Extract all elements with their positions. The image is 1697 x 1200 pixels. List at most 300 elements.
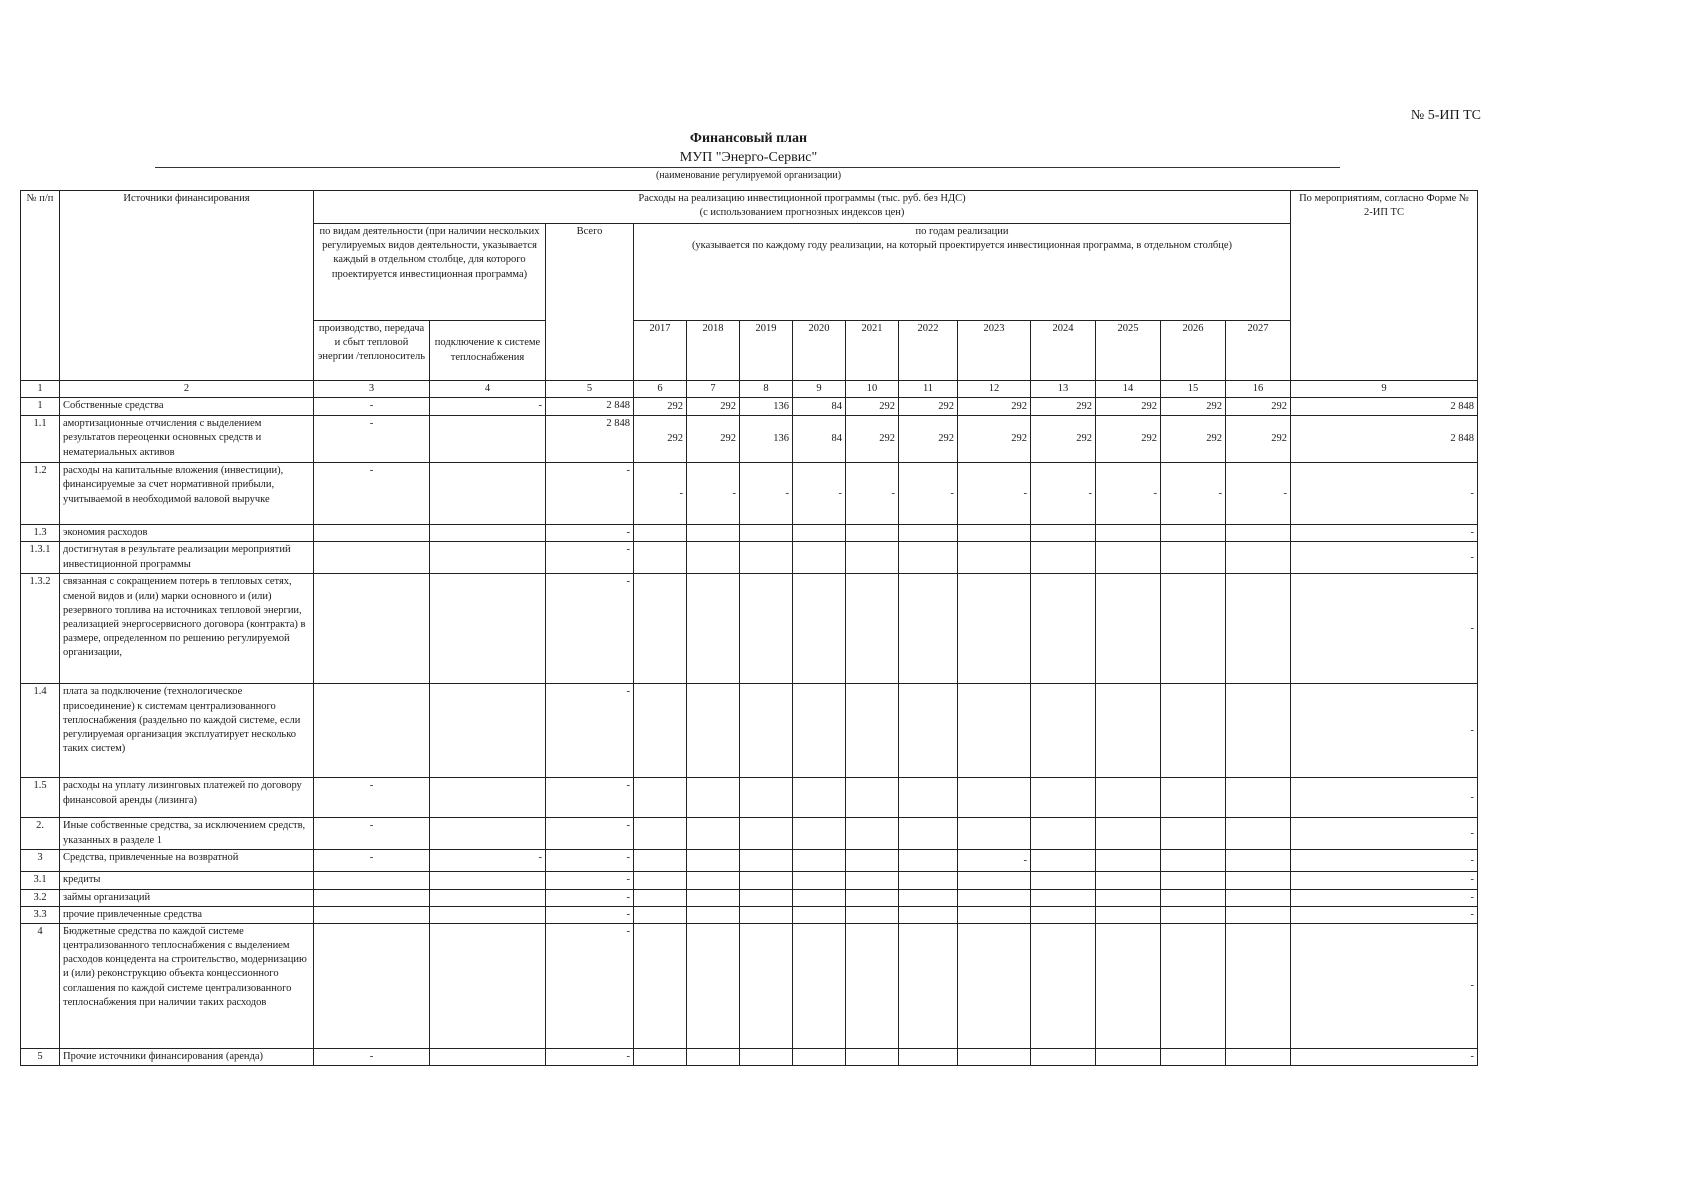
table-row xyxy=(21,416,1478,463)
cell-year-value xyxy=(634,778,687,818)
header-production: производство, передача и сбыт тепловой энергии /теплоноситель xyxy=(314,321,430,381)
row-number: 3 xyxy=(21,850,60,872)
cell-connection xyxy=(430,923,546,1048)
cell-production: - xyxy=(314,778,430,818)
cell-year-value xyxy=(687,889,740,906)
cell-connection xyxy=(430,684,546,778)
cell-year-value xyxy=(634,889,687,906)
cell-year-value: 292 xyxy=(1226,398,1291,416)
cell-year-value xyxy=(1226,906,1291,923)
cell-production: - xyxy=(314,818,430,850)
column-number: 7 xyxy=(687,381,740,398)
cell-total: - xyxy=(546,850,634,872)
cell-year-value xyxy=(1226,778,1291,818)
row-number: 1.3.2 xyxy=(21,574,60,684)
cell-year-value: 292 xyxy=(899,398,958,416)
form-number: № 5-ИП ТС xyxy=(1410,108,1481,123)
cell-measures: - xyxy=(1291,1048,1478,1065)
header-by-years-subtitle: (указывается по каждому году реализации, на который проектируется инвестиционная программа, в отдельном столбце) xyxy=(691,240,1233,252)
row-source-name: Собственные средства xyxy=(60,398,314,416)
cell-year-value xyxy=(793,574,846,684)
cell-connection xyxy=(430,416,546,463)
cell-year-value xyxy=(740,542,793,574)
cell-year-value xyxy=(1031,818,1096,850)
header-year: 2018 xyxy=(687,321,740,381)
financial-plan-table xyxy=(20,190,1478,1066)
row-number: 1.4 xyxy=(21,684,60,778)
header-total: Всего xyxy=(546,224,634,381)
cell-year-value xyxy=(687,542,740,574)
table-row xyxy=(21,906,1478,923)
cell-year-value: 136 xyxy=(740,416,793,463)
cell-year-value: 292 xyxy=(687,398,740,416)
table-row xyxy=(21,923,1478,1048)
header-year: 2024 xyxy=(1031,321,1096,381)
cell-connection xyxy=(430,1048,546,1065)
cell-total: - xyxy=(546,525,634,542)
cell-year-value xyxy=(1161,906,1226,923)
table-row xyxy=(21,684,1478,778)
table-row xyxy=(21,542,1478,574)
cell-year-value xyxy=(1161,525,1226,542)
cell-year-value xyxy=(634,1048,687,1065)
column-number: 2 xyxy=(60,381,314,398)
cell-year-value xyxy=(793,923,846,1048)
cell-connection xyxy=(430,818,546,850)
table-row xyxy=(21,778,1478,818)
cell-year-value xyxy=(740,889,793,906)
table-row xyxy=(21,889,1478,906)
row-number: 3.1 xyxy=(21,872,60,889)
cell-connection: - xyxy=(430,398,546,416)
cell-year-value xyxy=(1161,889,1226,906)
header-year: 2022 xyxy=(899,321,958,381)
cell-year-value xyxy=(846,778,899,818)
cell-year-value xyxy=(1161,542,1226,574)
cell-year-value xyxy=(740,525,793,542)
cell-year-value xyxy=(1096,889,1161,906)
row-source-name: Бюджетные средства по каждой системе централизованного теплоснабжения с выделением расходов концедента на строительство, модернизацию и (или) реконструкцию объекта концессионного соглашения по каждой системе централизованного теплоснабжения при наличии таких расходов xyxy=(60,923,314,1048)
cell-measures: - xyxy=(1291,684,1478,778)
row-source-name: расходы на капитальные вложения (инвестиции), финансируемые за счет нормативной прибыли, учитываемой в необходимой валовой выручке xyxy=(60,463,314,525)
cell-year-value xyxy=(958,906,1031,923)
table-row xyxy=(21,525,1478,542)
cell-connection xyxy=(430,906,546,923)
cell-year-value xyxy=(1226,525,1291,542)
cell-measures: - xyxy=(1291,818,1478,850)
cell-year-value xyxy=(846,872,899,889)
cell-connection xyxy=(430,542,546,574)
column-number: 12 xyxy=(958,381,1031,398)
cell-year-value xyxy=(1031,872,1096,889)
cell-year-value xyxy=(1226,574,1291,684)
cell-year-value: 292 xyxy=(634,416,687,463)
cell-total: - xyxy=(546,463,634,525)
column-number: 4 xyxy=(430,381,546,398)
cell-year-value xyxy=(1031,525,1096,542)
cell-year-value xyxy=(1161,574,1226,684)
row-number: 4 xyxy=(21,923,60,1048)
cell-year-value xyxy=(740,1048,793,1065)
column-number: 9 xyxy=(793,381,846,398)
cell-year-value xyxy=(1226,923,1291,1048)
row-number: 3.3 xyxy=(21,906,60,923)
cell-year-value xyxy=(687,850,740,872)
cell-measures: 2 848 xyxy=(1291,416,1478,463)
cell-measures: - xyxy=(1291,778,1478,818)
cell-year-value xyxy=(958,889,1031,906)
cell-total: - xyxy=(546,906,634,923)
cell-year-value xyxy=(1226,889,1291,906)
cell-year-value xyxy=(958,818,1031,850)
cell-year-value xyxy=(740,923,793,1048)
cell-year-value xyxy=(1096,923,1161,1048)
column-number: 14 xyxy=(1096,381,1161,398)
cell-year-value xyxy=(634,872,687,889)
cell-year-value xyxy=(846,1048,899,1065)
cell-year-value xyxy=(740,872,793,889)
cell-year-value xyxy=(793,1048,846,1065)
cell-year-value xyxy=(958,1048,1031,1065)
cell-production xyxy=(314,684,430,778)
cell-year-value xyxy=(1096,542,1161,574)
cell-year-value: 84 xyxy=(793,416,846,463)
cell-production: - xyxy=(314,416,430,463)
header-sources: Источники финансирования xyxy=(60,191,314,381)
cell-year-value xyxy=(846,923,899,1048)
cell-year-value xyxy=(899,906,958,923)
cell-year-value: - xyxy=(740,463,793,525)
header-by-activity: по видам деятельности (при наличии нескольких регулируемых видов деятельности, указывается каждый в отдельном столбце, для которого проектируется инвестиционная программа) xyxy=(314,224,546,321)
header-year: 2019 xyxy=(740,321,793,381)
cell-year-value: - xyxy=(958,850,1031,872)
cell-year-value: - xyxy=(1226,463,1291,525)
cell-connection xyxy=(430,889,546,906)
cell-year-value xyxy=(899,872,958,889)
column-number: 8 xyxy=(740,381,793,398)
cell-year-value: 136 xyxy=(740,398,793,416)
cell-year-value xyxy=(958,525,1031,542)
cell-year-value xyxy=(1226,1048,1291,1065)
cell-year-value: 292 xyxy=(634,398,687,416)
cell-year-value xyxy=(1096,525,1161,542)
cell-year-value: 292 xyxy=(1161,416,1226,463)
cell-year-value xyxy=(1226,818,1291,850)
cell-year-value xyxy=(740,778,793,818)
column-number: 9 xyxy=(1291,381,1478,398)
cell-year-value: 292 xyxy=(846,416,899,463)
cell-year-value xyxy=(740,906,793,923)
row-source-name: экономия расходов xyxy=(60,525,314,542)
cell-total: 2 848 xyxy=(546,416,634,463)
row-source-name: Иные собственные средства, за исключением средств, указанных в разделе 1 xyxy=(60,818,314,850)
cell-year-value: - xyxy=(846,463,899,525)
cell-year-value: 292 xyxy=(958,398,1031,416)
header-num: № п/п xyxy=(21,191,60,381)
cell-year-value xyxy=(634,525,687,542)
cell-year-value xyxy=(634,818,687,850)
cell-year-value xyxy=(1161,850,1226,872)
cell-year-value xyxy=(846,542,899,574)
row-number: 5 xyxy=(21,1048,60,1065)
cell-year-value xyxy=(687,684,740,778)
cell-year-value: - xyxy=(899,463,958,525)
cell-connection xyxy=(430,778,546,818)
cell-year-value: - xyxy=(958,463,1031,525)
table-row xyxy=(21,872,1478,889)
cell-production xyxy=(314,923,430,1048)
cell-year-value xyxy=(899,818,958,850)
cell-year-value xyxy=(846,889,899,906)
column-number: 1 xyxy=(21,381,60,398)
cell-year-value xyxy=(1031,778,1096,818)
cell-year-value xyxy=(899,684,958,778)
cell-year-value xyxy=(846,684,899,778)
cell-year-value xyxy=(634,684,687,778)
header-expenses-title: Расходы на реализацию инвестиционной программы (тыс. руб. без НДС) xyxy=(638,193,966,204)
table-row xyxy=(21,818,1478,850)
cell-total: 2 848 xyxy=(546,398,634,416)
column-number: 10 xyxy=(846,381,899,398)
cell-year-value xyxy=(687,1048,740,1065)
header-year: 2023 xyxy=(958,321,1031,381)
cell-year-value xyxy=(846,574,899,684)
cell-year-value: - xyxy=(793,463,846,525)
organization-name: МУП "Энерго-Сервис" xyxy=(679,150,818,165)
cell-year-value: 292 xyxy=(1031,398,1096,416)
cell-year-value: 292 xyxy=(1096,416,1161,463)
cell-year-value xyxy=(1096,872,1161,889)
cell-total: - xyxy=(546,684,634,778)
cell-year-value xyxy=(793,684,846,778)
cell-year-value xyxy=(1096,574,1161,684)
cell-connection xyxy=(430,525,546,542)
cell-year-value xyxy=(1161,872,1226,889)
cell-year-value xyxy=(958,872,1031,889)
cell-year-value xyxy=(793,525,846,542)
cell-total: - xyxy=(546,923,634,1048)
cell-year-value xyxy=(687,923,740,1048)
cell-year-value xyxy=(846,850,899,872)
cell-year-value xyxy=(899,542,958,574)
header-year: 2020 xyxy=(793,321,846,381)
row-source-name: займы организаций xyxy=(60,889,314,906)
row-source-name: расходы на уплату лизинговых платежей по договору финансовой аренды (лизинга) xyxy=(60,778,314,818)
cell-year-value: 292 xyxy=(958,416,1031,463)
cell-year-value xyxy=(687,778,740,818)
cell-year-value xyxy=(687,818,740,850)
cell-year-value xyxy=(1031,684,1096,778)
cell-year-value xyxy=(634,542,687,574)
cell-production: - xyxy=(314,398,430,416)
cell-year-value xyxy=(899,850,958,872)
cell-year-value xyxy=(634,574,687,684)
column-number: 3 xyxy=(314,381,430,398)
cell-year-value xyxy=(958,542,1031,574)
cell-year-value xyxy=(634,923,687,1048)
header-year: 2021 xyxy=(846,321,899,381)
cell-year-value xyxy=(899,525,958,542)
cell-year-value xyxy=(958,574,1031,684)
header-year: 2026 xyxy=(1161,321,1226,381)
cell-year-value xyxy=(958,684,1031,778)
cell-connection xyxy=(430,574,546,684)
row-source-name: плата за подключение (технологическое присоединение) к системам централизованного теплоснабжения (раздельно по каждой системе, если регулируемая организация эксплуатирует несколько таких систем) xyxy=(60,684,314,778)
cell-measures: - xyxy=(1291,574,1478,684)
cell-year-value xyxy=(1226,850,1291,872)
cell-year-value: 292 xyxy=(846,398,899,416)
cell-year-value xyxy=(740,574,793,684)
cell-year-value xyxy=(1096,850,1161,872)
cell-year-value xyxy=(1161,1048,1226,1065)
cell-year-value xyxy=(1031,889,1096,906)
cell-year-value: 292 xyxy=(1161,398,1226,416)
cell-year-value xyxy=(846,818,899,850)
header-connection: подключение к системе теплоснабжения xyxy=(430,321,546,381)
document-title: Финансовый план xyxy=(689,131,808,146)
header-expenses xyxy=(314,191,1291,224)
cell-year-value xyxy=(634,906,687,923)
row-number: 1.3 xyxy=(21,525,60,542)
cell-total: - xyxy=(546,889,634,906)
column-number: 6 xyxy=(634,381,687,398)
cell-year-value xyxy=(687,872,740,889)
cell-total: - xyxy=(546,1048,634,1065)
cell-year-value xyxy=(1096,1048,1161,1065)
cell-production xyxy=(314,872,430,889)
cell-year-value xyxy=(958,923,1031,1048)
cell-production: - xyxy=(314,463,430,525)
cell-year-value xyxy=(846,906,899,923)
cell-production xyxy=(314,525,430,542)
cell-year-value xyxy=(740,818,793,850)
cell-measures: - xyxy=(1291,923,1478,1048)
cell-production xyxy=(314,889,430,906)
row-source-name: связанная с сокращением потерь в тепловых сетях, сменой видов и (или) марки основного и (или) резервного топлива на источниках тепловой энергии, реализацией энергосервисного договора (контракта) в размере, определенном по решению регулируемой организации, xyxy=(60,574,314,684)
header-expenses-subtitle: (с использованием прогнозных индексов цен) xyxy=(699,207,905,219)
cell-year-value xyxy=(793,542,846,574)
cell-total: - xyxy=(546,542,634,574)
cell-year-value xyxy=(1161,818,1226,850)
cell-year-value xyxy=(1031,1048,1096,1065)
cell-year-value xyxy=(1031,850,1096,872)
cell-year-value xyxy=(1161,684,1226,778)
cell-year-value xyxy=(740,684,793,778)
table-header xyxy=(21,191,1478,398)
row-number: 2. xyxy=(21,818,60,850)
cell-year-value xyxy=(634,850,687,872)
cell-year-value: 292 xyxy=(1096,398,1161,416)
cell-year-value xyxy=(740,850,793,872)
cell-year-value xyxy=(846,525,899,542)
row-number: 1.2 xyxy=(21,463,60,525)
cell-year-value xyxy=(958,778,1031,818)
cell-total: - xyxy=(546,872,634,889)
cell-year-value xyxy=(1096,778,1161,818)
cell-year-value xyxy=(687,906,740,923)
cell-year-value xyxy=(1031,906,1096,923)
header-year: 2027 xyxy=(1226,321,1291,381)
row-number: 3.2 xyxy=(21,889,60,906)
cell-total: - xyxy=(546,574,634,684)
cell-year-value: - xyxy=(634,463,687,525)
cell-production: - xyxy=(314,850,430,872)
cell-year-value xyxy=(1031,923,1096,1048)
row-source-name: достигнутая в результате реализации мероприятий инвестиционной программы xyxy=(60,542,314,574)
table-row xyxy=(21,398,1478,416)
header-by-measures: По мероприятиям, согласно Форме № 2-ИП ТС xyxy=(1291,191,1478,381)
cell-connection: - xyxy=(430,850,546,872)
cell-year-value xyxy=(793,818,846,850)
cell-connection xyxy=(430,872,546,889)
header-year: 2025 xyxy=(1096,321,1161,381)
row-source-name: амортизационные отчисления с выделением результатов переоценки основных средств и нематериальных активов xyxy=(60,416,314,463)
cell-year-value xyxy=(899,889,958,906)
cell-year-value xyxy=(899,923,958,1048)
cell-year-value xyxy=(1096,906,1161,923)
cell-measures: - xyxy=(1291,889,1478,906)
cell-production: - xyxy=(314,1048,430,1065)
cell-production xyxy=(314,542,430,574)
cell-year-value: 292 xyxy=(899,416,958,463)
cell-measures: - xyxy=(1291,525,1478,542)
cell-year-value: 292 xyxy=(1226,416,1291,463)
column-number: 11 xyxy=(899,381,958,398)
header-by-years xyxy=(634,224,1291,321)
table-row xyxy=(21,574,1478,684)
cell-year-value xyxy=(899,1048,958,1065)
cell-year-value: - xyxy=(1031,463,1096,525)
row-source-name: кредиты xyxy=(60,872,314,889)
column-number: 13 xyxy=(1031,381,1096,398)
row-source-name: прочие привлеченные средства xyxy=(60,906,314,923)
cell-connection xyxy=(430,463,546,525)
cell-measures: - xyxy=(1291,850,1478,872)
cell-year-value xyxy=(793,850,846,872)
cell-year-value xyxy=(1031,542,1096,574)
cell-production xyxy=(314,574,430,684)
row-source-name: Прочие источники финансирования (аренда) xyxy=(60,1048,314,1065)
table-row xyxy=(21,850,1478,872)
cell-measures: - xyxy=(1291,872,1478,889)
cell-year-value xyxy=(1226,684,1291,778)
cell-year-value: 292 xyxy=(687,416,740,463)
row-number: 1 xyxy=(21,398,60,416)
row-number: 1.3.1 xyxy=(21,542,60,574)
cell-year-value xyxy=(1226,872,1291,889)
cell-year-value: 292 xyxy=(1031,416,1096,463)
cell-year-value xyxy=(793,906,846,923)
column-number: 5 xyxy=(546,381,634,398)
header-year: 2017 xyxy=(634,321,687,381)
column-number: 16 xyxy=(1226,381,1291,398)
cell-measures: 2 848 xyxy=(1291,398,1478,416)
cell-total: - xyxy=(546,818,634,850)
cell-year-value xyxy=(793,778,846,818)
header-by-years-title: по годам реализации xyxy=(915,226,1009,237)
cell-total: - xyxy=(546,778,634,818)
cell-year-value xyxy=(1226,542,1291,574)
table-row xyxy=(21,463,1478,525)
cell-year-value xyxy=(793,872,846,889)
cell-year-value: - xyxy=(687,463,740,525)
cell-year-value: 84 xyxy=(793,398,846,416)
cell-year-value: - xyxy=(1096,463,1161,525)
cell-production xyxy=(314,906,430,923)
cell-year-value xyxy=(899,778,958,818)
table-body xyxy=(21,398,1478,1066)
column-number: 15 xyxy=(1161,381,1226,398)
